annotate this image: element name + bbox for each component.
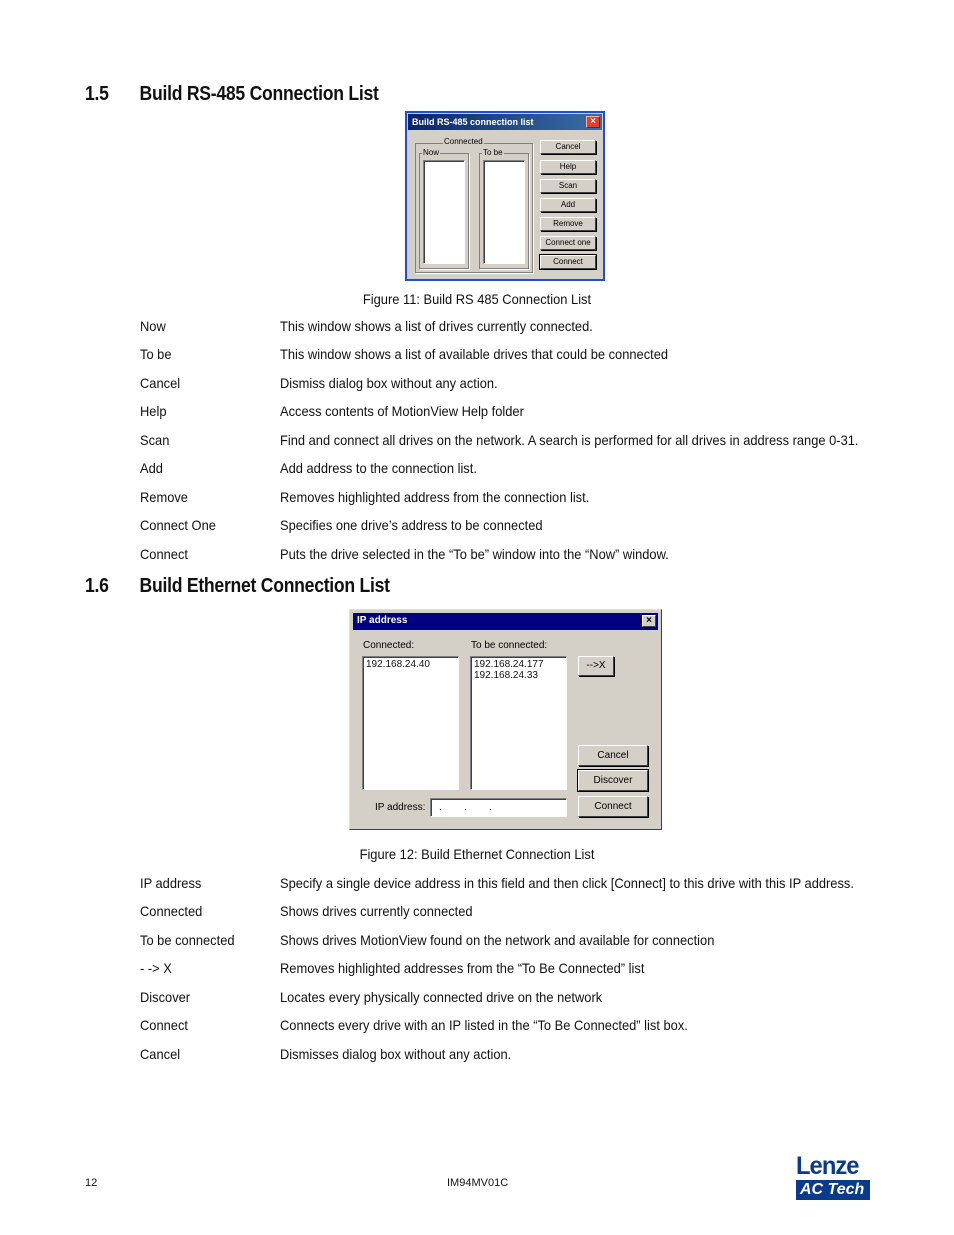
- term: Connected: [140, 903, 203, 919]
- description: This window shows a list of available drives that could be connected: [280, 346, 669, 362]
- tobe-connected-listbox[interactable]: [470, 656, 567, 790]
- term: Scan: [140, 432, 170, 448]
- cancel-button[interactable]: Cancel: [540, 140, 596, 154]
- logo-ac-tech: AC Tech: [796, 1180, 870, 1200]
- document-id: IM94MV01C: [447, 1177, 509, 1189]
- description: Puts the drive selected in the “To be” window into the “Now” window.: [280, 546, 669, 562]
- term: Cancel: [140, 375, 181, 391]
- term: To be: [140, 346, 172, 362]
- list-item[interactable]: 192.168.24.40: [366, 659, 430, 670]
- section-number: 1.6: [85, 575, 109, 597]
- rs485-title-bar: [408, 114, 602, 130]
- page-number: 12: [85, 1177, 98, 1189]
- description: Add address to the connection list.: [280, 460, 477, 476]
- scan-button[interactable]: Scan: [540, 179, 596, 193]
- figure-11-caption: Figure 11: Build RS 485 Connection List: [362, 291, 592, 307]
- term: Remove: [140, 489, 188, 505]
- connected-group-label: Connected: [444, 137, 483, 146]
- remove-button[interactable]: Remove: [540, 217, 596, 231]
- tobe-listbox[interactable]: [483, 160, 525, 264]
- term: Cancel: [140, 1046, 181, 1062]
- tobe-label: To be: [483, 148, 503, 157]
- term: Help: [140, 403, 167, 419]
- ip-title-bar: [353, 613, 658, 630]
- term: IP address: [140, 875, 202, 891]
- now-label: Now: [423, 148, 440, 157]
- help-button[interactable]: Help: [540, 160, 596, 174]
- description: Dismiss dialog box without any action.: [280, 375, 498, 391]
- description: Dismisses dialog box without any action.: [280, 1046, 512, 1062]
- tobe-connected-label: To be connected:: [471, 640, 548, 651]
- term: Now: [140, 318, 166, 334]
- cancel-button[interactable]: Cancel: [578, 745, 648, 766]
- lenze-ac-tech-logo: [796, 1153, 872, 1203]
- term: Connect One: [140, 517, 216, 533]
- now-listbox[interactable]: [423, 160, 465, 264]
- section-heading-1-6: [85, 575, 390, 598]
- connect-button[interactable]: Connect: [578, 796, 648, 817]
- term: - -> X: [140, 960, 172, 976]
- description: Specify a single device address in this field and then click [Connect] to this drive with this IP address.: [280, 875, 854, 891]
- connect-one-button[interactable]: Connect one: [540, 236, 596, 250]
- remove-arrow-button[interactable]: -->X: [578, 656, 614, 676]
- description: Removes highlighted address from the connection list.: [280, 489, 590, 505]
- list-item[interactable]: 192.168.24.33: [474, 670, 538, 681]
- rs485-dialog-title: Build RS-485 connection list: [412, 117, 534, 127]
- section-heading-1-5: [85, 83, 379, 106]
- description: Access contents of MotionView Help folder: [280, 403, 524, 419]
- term: Connect: [140, 546, 188, 562]
- term: Discover: [140, 989, 191, 1005]
- description: Find and connect all drives on the network. A search is performed for all drives in address range 0-31.: [280, 432, 859, 448]
- ip-address-field[interactable]: . . .: [430, 798, 567, 817]
- description: Removes highlighted addresses from the “To Be Connected” list: [280, 960, 645, 976]
- logo-lenze: Lenze: [796, 1152, 859, 1180]
- term: To be connected: [140, 932, 235, 948]
- description: Shows drives currently connected: [280, 903, 473, 919]
- description: Connects every drive with an IP listed in the “To Be Connected” list box.: [280, 1017, 688, 1033]
- description: This window shows a list of drives currently connected.: [280, 318, 593, 334]
- section-title: Build Ethernet Connection List: [139, 575, 390, 597]
- add-button[interactable]: Add: [540, 198, 596, 212]
- close-icon[interactable]: ×: [586, 116, 600, 128]
- section-number: 1.5: [85, 83, 109, 105]
- description: Shows drives MotionView found on the network and available for connection: [280, 932, 715, 948]
- description: Locates every physically connected drive on the network: [280, 989, 603, 1005]
- ip-address-label: IP address:: [375, 802, 426, 813]
- figure-12-caption: Figure 12: Build Ethernet Connection List: [359, 846, 595, 862]
- close-icon[interactable]: ×: [642, 615, 656, 627]
- connected-label: Connected:: [363, 640, 415, 651]
- list-item[interactable]: 192.168.24.177: [474, 659, 544, 670]
- description: Specifies one drive’s address to be connected: [280, 517, 543, 533]
- connect-button[interactable]: Connect: [540, 255, 596, 269]
- rs485-dialog: [405, 111, 605, 281]
- term: Connect: [140, 1017, 188, 1033]
- ip-address-dialog: [349, 609, 662, 830]
- term: Add: [140, 460, 163, 476]
- section-title: Build RS-485 Connection List: [139, 83, 379, 105]
- discover-button[interactable]: Discover: [578, 770, 648, 791]
- ip-dialog-title: IP address: [357, 615, 408, 626]
- connected-listbox[interactable]: [362, 656, 459, 790]
